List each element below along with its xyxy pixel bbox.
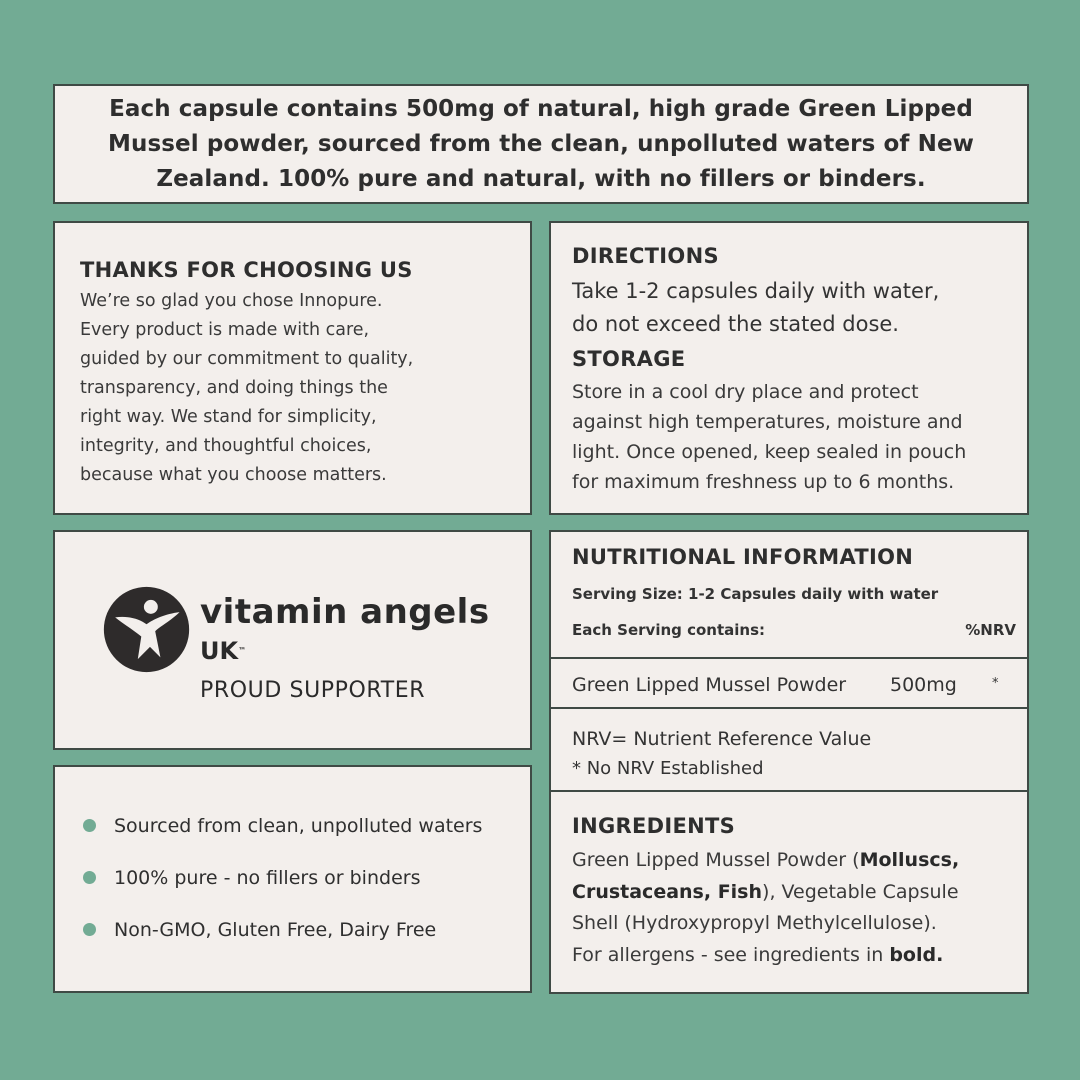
intro-panel [53, 84, 1029, 204]
each-serving-row [572, 620, 1027, 640]
ingredients-text: Green Lipped Mussel Powder (Molluscs, Crustaceans, Fish), Vegetable Capsule Shell (Hydroxypropyl Methylcellulose). For allergens - see ingredients in bold. [572, 849, 960, 966]
bullet-icon [83, 871, 96, 884]
thanks-heading: THANKS FOR CHOOSING US [80, 258, 413, 282]
thanks-panel [53, 221, 532, 515]
serving-size: Serving Size: 1-2 Capsules daily with water [572, 585, 939, 603]
storage-line: Store in a cool dry place and protect [572, 381, 919, 403]
thanks-line: right way. We stand for simplicity, [80, 407, 377, 427]
thanks-line: Every product is made with care, [80, 320, 370, 340]
supporter-tagline: PROUD SUPPORTER [200, 678, 426, 703]
thanks-line: transparency, and doing things the [80, 378, 388, 398]
storage-line: light. Once opened, keep sealed in pouch [572, 441, 967, 463]
features-panel [53, 765, 532, 993]
nrv-footnote: * No NRV Established [572, 758, 764, 779]
nutrition-panel [549, 530, 1029, 659]
nutrition-heading: NUTRITIONAL INFORMATION [572, 545, 914, 569]
directions-line: Take 1-2 capsules daily with water, [572, 279, 940, 303]
angel-figure-icon [103, 586, 190, 673]
nutrient-amount: 500mg [890, 674, 957, 696]
list-item: Sourced from clean, unpolluted waters [83, 812, 482, 864]
storage-text [572, 377, 1027, 497]
directions-heading: DIRECTIONS [572, 244, 719, 268]
each-serving-label: Each Serving contains: [572, 621, 766, 639]
list-item: 100% pure - no fillers or binders [83, 864, 482, 916]
thanks-line: integrity, and thoughtful choices, [80, 436, 372, 456]
brand-region: UK™ [200, 637, 247, 665]
nutrient-name: Green Lipped Mussel Powder [572, 674, 847, 696]
directions-text [572, 275, 1027, 341]
storage-line: against high temperatures, moisture and [572, 411, 963, 433]
allergen-text: Molluscs, [859, 849, 960, 871]
directions-line: do not exceed the stated dose. [572, 312, 899, 336]
nrv-column-header: %NRV [965, 621, 1016, 639]
ingredients-panel [549, 790, 1029, 994]
directions-panel [549, 221, 1029, 515]
thanks-line: because what you choose matters. [80, 465, 387, 485]
thanks-line: guided by our commitment to quality, [80, 349, 414, 369]
thanks-text [80, 287, 530, 490]
list-item: Non-GMO, Gluten Free, Dairy Free [83, 916, 482, 968]
nrv-note-panel [549, 707, 1029, 792]
nrv-definition: NRV= Nutrient Reference Value [572, 728, 872, 750]
thanks-line: We’re so glad you chose Innopure. [80, 291, 383, 311]
intro-text [55, 86, 1027, 197]
bold-word: bold. [889, 943, 944, 966]
nutrient-nrv: * [992, 676, 999, 691]
trademark-mark: ™ [238, 646, 247, 655]
intro-line-1: Each capsule contains 500mg of natural, high grade Green Lipped [109, 96, 973, 122]
ingredients-heading: INGREDIENTS [572, 814, 736, 838]
storage-line: for maximum freshness up to 6 months. [572, 471, 955, 493]
nutrition-table-row [549, 657, 1029, 709]
bullet-icon [83, 819, 96, 832]
intro-line-3: Zealand. 100% pure and natural, with no fillers or binders. [156, 166, 926, 192]
features-list [83, 812, 482, 968]
supporter-panel [53, 530, 532, 750]
brand-name: vitamin angels [200, 592, 490, 632]
bullet-icon [83, 923, 96, 936]
storage-heading: STORAGE [572, 347, 686, 371]
intro-line-2: Mussel powder, sourced from the clean, unpolluted waters of New [107, 131, 974, 157]
allergen-text: Crustaceans, Fish [572, 880, 763, 903]
